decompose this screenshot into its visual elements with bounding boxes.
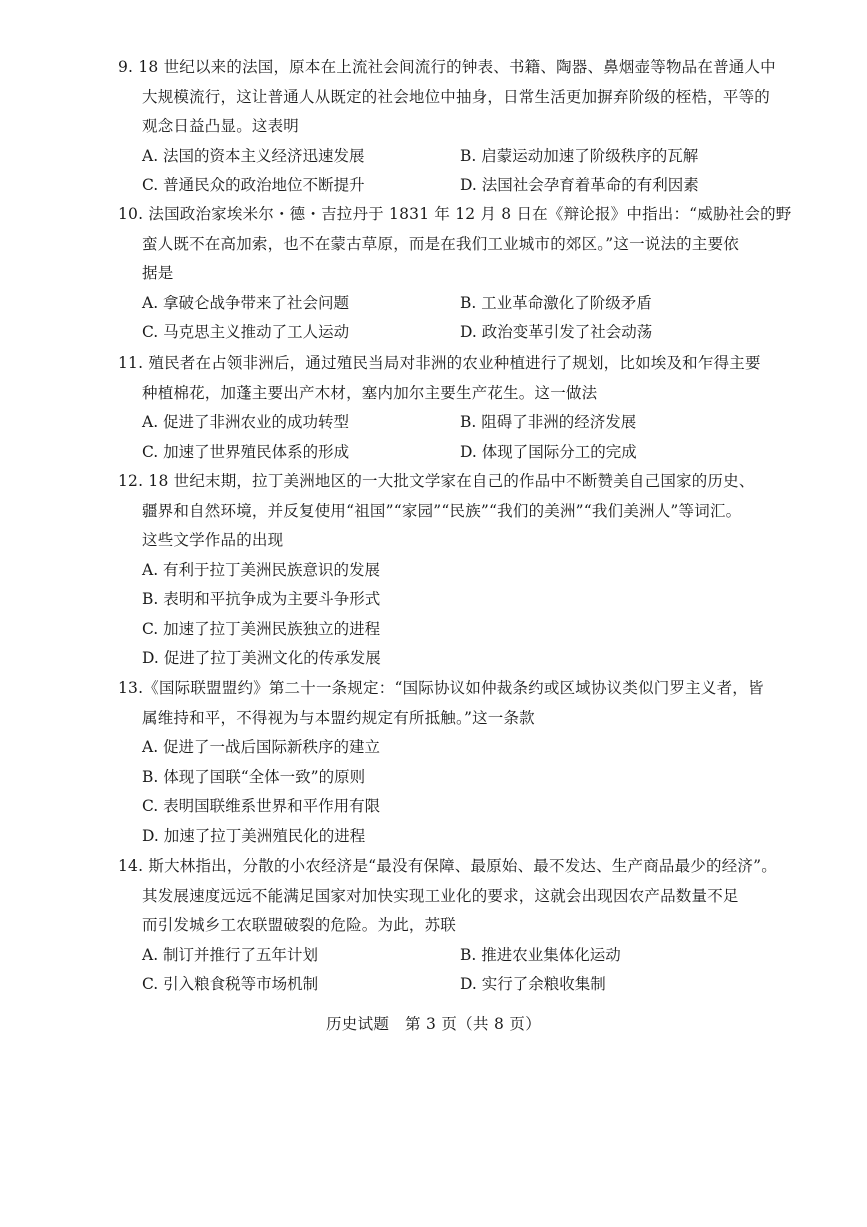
option-c: C. 普通民众的政治地位不断提升: [142, 176, 365, 194]
option-b: B. 体现了国联“全体一致”的原则: [142, 767, 366, 786]
question-13: [118, 674, 764, 851]
option-a: A. 制订并推行了五年计划: [142, 945, 319, 964]
option-a: A. 促进了非洲农业的成功转型: [142, 413, 350, 431]
option-row: [118, 556, 754, 586]
option-a: A. 促进了一战后国际新秩序的建立: [142, 738, 381, 756]
question-11: [118, 349, 761, 467]
option-row: [118, 408, 754, 438]
question-stem-line: 蛮人既不在高加索，也不在蒙古草原，而是在我们工业城市的郊区。”这一说法的主要依: [142, 234, 739, 253]
question-stem-line: 观念日益凸显。这表明: [142, 117, 300, 135]
option-c: C. 加速了拉丁美洲民族独立的进程: [142, 619, 381, 638]
question-stem-line: 其发展速度远远不能满足国家对加快实现工业化的要求，这就会出现因农产品数量不足: [142, 886, 739, 905]
option-row: [118, 970, 754, 1000]
option-b: B. 推进农业集体化运动: [460, 945, 621, 964]
option-row: [118, 438, 754, 468]
option-d: D. 加速了拉丁美洲殖民化的进程: [142, 826, 366, 845]
question-stem-line: 11. 殖民者在占领非洲后，通过殖民当局对非洲的农业种植进行了规划，比如埃及和乍得主要: [118, 354, 761, 372]
question-stem-line: 这些文学作品的出现: [142, 531, 284, 549]
option-d: D. 法国社会孕育着革命的有利因素: [460, 176, 699, 194]
option-row: [118, 615, 754, 645]
option-c: C. 引入粮食税等市场机制: [142, 975, 319, 993]
option-b: B. 工业革命激化了阶级矛盾: [460, 293, 652, 312]
option-a: A. 法国的资本主义经济迅速发展: [142, 146, 365, 165]
question-stem-line: 13.《国际联盟盟约》第二十一条规定：“国际协议如仲裁条约或区域协议类似门罗主义者，皆: [118, 679, 764, 697]
option-row: [118, 822, 754, 852]
option-d: D. 体现了国际分工的完成: [460, 442, 637, 461]
option-a: A. 拿破仑战争带来了社会问题: [142, 293, 350, 312]
option-row: [118, 941, 754, 971]
question-14: [118, 852, 777, 1000]
option-b: B. 阻碍了非洲的经济发展: [460, 413, 637, 431]
question-9: [118, 53, 776, 201]
question-stem-line: 种植棉花，加蓬主要出产木材，塞内加尔主要生产花生。这一做法: [142, 383, 598, 402]
option-c: C. 表明国联维系世界和平作用有限: [142, 797, 381, 815]
question-stem-line: 12. 18 世纪末期，拉丁美洲地区的一大批文学家在自己的作品中不断赞美自己国家的历史、: [118, 472, 755, 490]
question-stem-line: 疆界和自然环境，并反复使用“祖国”“家园”“民族”“我们的美洲”“我们美洲人”等词汇。: [142, 501, 742, 520]
option-c: C. 加速了世界殖民体系的形成: [142, 442, 350, 461]
option-row: [118, 763, 754, 793]
question-stem-line: 据是: [142, 264, 174, 282]
question-stem-line: 9. 18 世纪以来的法国，原本在上流社会间流行的钟表、书籍、陶器、鼻烟壶等物品在普通人中: [118, 58, 776, 76]
option-row: [118, 289, 754, 319]
question-stem-line: 14. 斯大林指出，分散的小农经济是“最没有保障、最原始、最不发达、生产商品最少的经济”。: [118, 857, 777, 875]
option-c: C. 马克思主义推动了工人运动: [142, 323, 350, 341]
option-row: [118, 142, 754, 172]
page-footer: 历史试题 第 3 页（共 8 页）: [325, 1015, 542, 1033]
option-b: B. 启蒙运动加速了阶级秩序的瓦解: [460, 146, 699, 165]
option-row: [118, 644, 754, 674]
option-row: [118, 585, 754, 615]
option-d: D. 促进了拉丁美洲文化的传承发展: [142, 649, 381, 667]
question-stem-line: 而引发城乡工农联盟破裂的危险。为此，苏联: [142, 916, 457, 934]
option-row: [118, 171, 754, 201]
option-d: D. 实行了余粮收集制: [460, 975, 606, 993]
option-row: [118, 318, 754, 348]
question-stem-line: 属维持和平，不得视为与本盟约规定有所抵触。”这一条款: [142, 708, 535, 727]
option-d: D. 政治变革引发了社会动荡: [460, 323, 653, 341]
question-stem-line: 大规模流行，这让普通人从既定的社会地位中抽身，日常生活更加摒弃阶级的桎梏，平等的: [142, 87, 771, 106]
option-row: [118, 792, 754, 822]
option-a: A. 有利于拉丁美洲民族意识的发展: [142, 560, 381, 579]
question-stem-line: 10. 法国政治家埃米尔・德・吉拉丹于 1831 年 12 月 8 日在《辩论报》中指出：“威胁社会的野: [118, 205, 792, 223]
question-12: [118, 467, 754, 674]
option-b: B. 表明和平抗争成为主要斗争形式: [142, 590, 381, 608]
question-10: [118, 200, 792, 348]
option-row: [118, 733, 754, 763]
